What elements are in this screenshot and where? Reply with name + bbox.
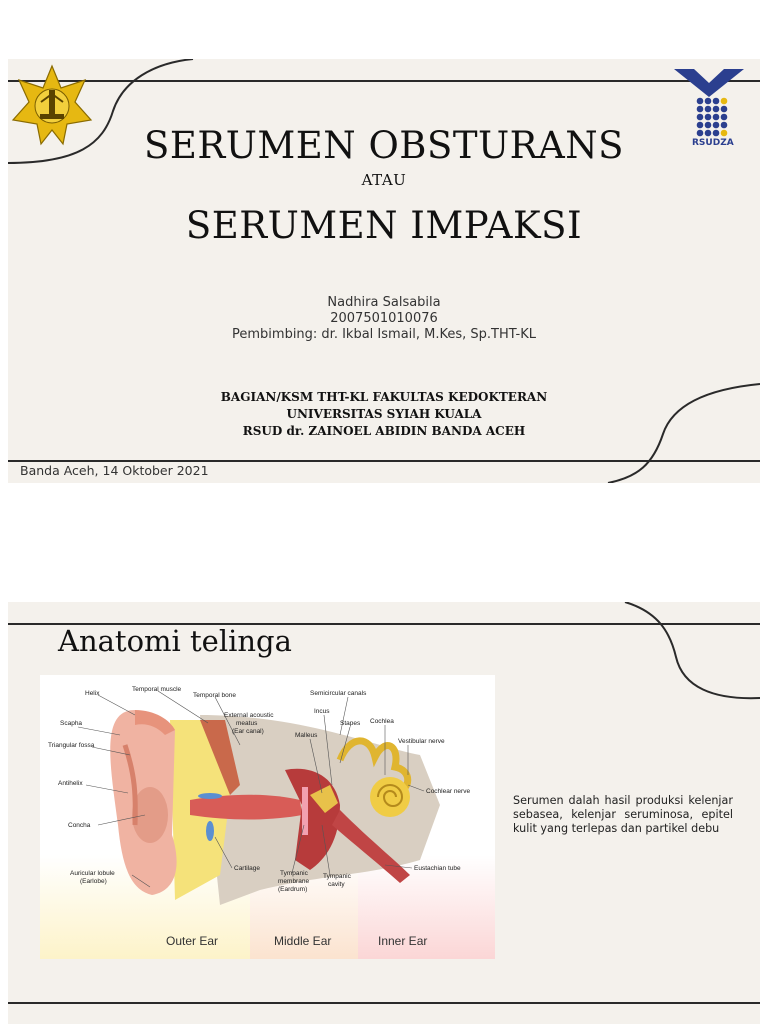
label-tympanic-cavity-2: cavity [328, 881, 345, 888]
label-external-meatus-2: meatus [236, 720, 258, 727]
hospital-logo [672, 67, 746, 139]
label-cartilage: Cartilage [234, 865, 261, 872]
institution-line-1: BAGIAN/KSM THT-KL FAKULTAS KEDOKTERAN [220, 390, 548, 404]
ear-diagram [40, 675, 495, 959]
label-malleus: Malleus [295, 732, 318, 739]
label-semicircular-canals: Semicircular canals [310, 690, 367, 697]
zone-middle-ear: Middle Ear [274, 934, 332, 948]
author-id: 2007501010076 [330, 311, 438, 326]
label-tympanic-membrane-2: membrane [278, 878, 310, 885]
cartilage-blue-2 [206, 821, 214, 841]
label-external-meatus-3: (Ear canal) [232, 728, 264, 735]
label-external-meatus: External acoustic [224, 712, 274, 719]
label-scapha: Scapha [60, 720, 83, 727]
title-line-1: SERUMEN OBSTURANS [144, 124, 624, 167]
cartilage-blue-1 [198, 793, 222, 799]
label-auricular-lobule-2: (Earlobe) [80, 878, 107, 885]
institution-line-3: RSUD dr. ZAINOEL ABIDIN BANDA ACEH [242, 424, 526, 438]
label-temporal-muscle: Temporal muscle [132, 686, 182, 693]
label-cochlea: Cochlea [370, 718, 394, 725]
date-location: Banda Aceh, 14 Oktober 2021 [20, 463, 209, 478]
label-helix: Helix [85, 690, 100, 697]
title-connector: ATAU [361, 171, 407, 189]
label-tympanic-cavity: Tympanic [323, 873, 351, 880]
label-triangular-fossa: Triangular fossa [48, 742, 95, 749]
label-tympanic-membrane-3: (Eardrum) [278, 886, 308, 893]
zone-outer-ear: Outer Ear [166, 934, 219, 948]
label-incus: Incus [314, 708, 330, 715]
description-text: Serumen dalah hasil produksi kelenjar sebasea, kelenjar seruminosa, epitel kulit yang terlepas dan partikel debu [513, 794, 733, 835]
ear-anatomy-figure [40, 675, 495, 959]
eardrum [302, 787, 308, 835]
anatomy-slide [8, 602, 760, 1024]
label-eustachian-tube: Eustachian tube [414, 865, 461, 872]
author-name: Nadhira Salsabila [327, 295, 441, 310]
label-antihelix: Antihelix [58, 780, 83, 787]
label-auricular-lobule: Auricular lobule [70, 870, 115, 877]
supervisor: Pembimbing: dr. Ikbal Ismail, M.Kes, Sp.THT-KL [232, 327, 536, 342]
curve-top-right [625, 602, 760, 698]
slide-title: Anatomi telinga [58, 624, 292, 658]
label-stapes: Stapes [340, 720, 361, 727]
label-temporal-bone: Temporal bone [193, 692, 236, 699]
label-vestibular-nerve: Vestibular nerve [398, 738, 445, 745]
title-slide [8, 59, 760, 483]
hospital-logo-text: RSUDZA [692, 138, 734, 148]
cochlea-shape [370, 777, 410, 817]
institution-line-2: UNIVERSITAS SYIAH KUALA [286, 407, 482, 421]
label-concha: Concha [68, 822, 91, 829]
label-tympanic-membrane: Tympanic [280, 870, 308, 877]
zone-inner-ear: Inner Ear [378, 934, 428, 948]
title-line-2: SERUMEN IMPAKSI [185, 204, 583, 247]
label-cochlear-nerve: Cochlear nerve [426, 788, 471, 795]
